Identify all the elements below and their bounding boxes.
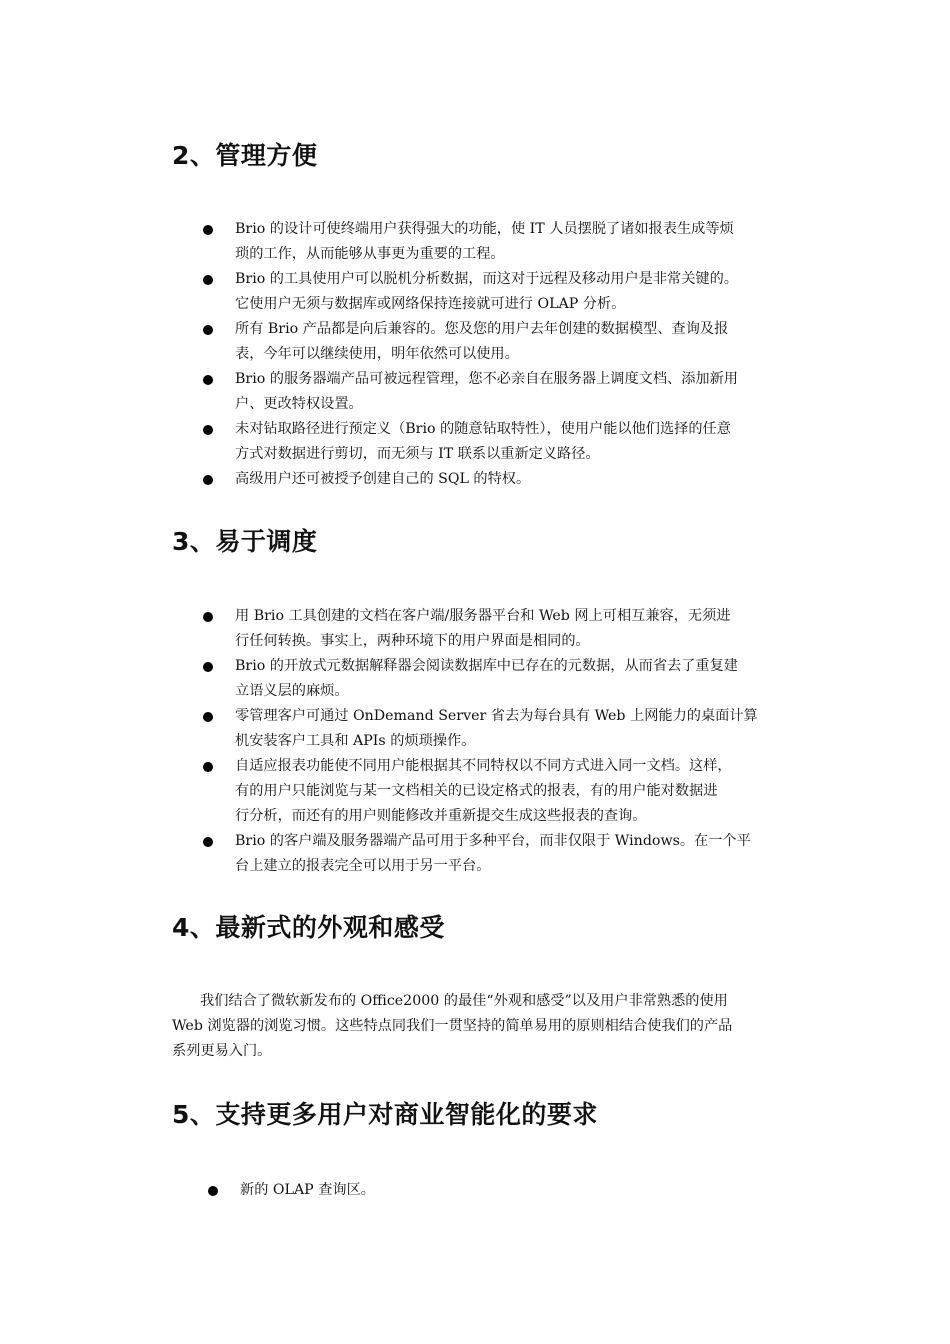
list-item: Brio 的开放式元数据解释器会阅读数据库中已存在的元数据，从而省去了重复建 立语义层的麻烦。 (200, 654, 840, 704)
bullet-icon (203, 425, 213, 435)
list-item: 自适应报表功能使不同用户能根据其不同特权以不同方式进入同一文档。这样， 有的用户只能浏览与某一文档相关的已设定格式的报表，有的用户能对数据进 行分析，而还有的用户则能修改并重新提交生成这些报表的查询。 (200, 754, 840, 829)
bullet-list (205, 1178, 845, 1203)
bullet-icon (203, 375, 213, 385)
section-heading: 2、管理方便 (172, 141, 318, 170)
section-heading: 5、支持更多用户对商业智能化的要求 (172, 1100, 598, 1129)
body-paragraph: 我们结合了微软新发布的 Office2000 的最佳“外观和感受”以及用户非常熟悉的使用 Web 浏览器的浏览习惯。这些特点同我们一贯坚持的简单易用的原则相结合使我们的产品 系列更易入门。 (172, 993, 733, 1059)
bullet-icon (203, 612, 213, 622)
section-heading: 4、最新式的外观和感受 (172, 913, 445, 942)
list-item: 零管理客户可通过 OnDemand Server 省去为每台具有 Web 上网能力的桌面计算 机安装客户工具和 APIs 的烦琐操作。 (200, 704, 840, 754)
list-item: Brio 的服务器端产品可被远程管理，您不必亲自在服务器上调度文档、添加新用 户、更改特权设置。 (200, 367, 840, 417)
list-item: Brio 的工具使用户可以脱机分析数据，而这对于远程及移动用户是非常关键的。 它使用户无须与数据库或网络保持连接就可进行 OLAP 分析。 (200, 267, 840, 317)
bullet-icon (203, 275, 213, 285)
bullet-icon (203, 837, 213, 847)
list-item: 所有 Brio 产品都是向后兼容的。您及您的用户去年创建的数据模型、查询及报 表，今年可以继续使用，明年依然可以使用。 (200, 317, 840, 367)
bullet-icon (203, 662, 213, 672)
list-item: 未对钻取路径进行预定义（Brio 的随意钻取特性），使用户能以他们选择的任意 方式对数据进行剪切，而无须与 IT 联系以重新定义路径。 (200, 417, 840, 467)
section-heading: 3、易于调度 (172, 527, 318, 556)
bullet-icon (203, 325, 213, 335)
bullet-icon (203, 762, 213, 772)
list-item: 新的 OLAP 查询区。 (205, 1178, 845, 1203)
list-item: 用 Brio 工具创建的文档在客户端/服务器平台和 Web 网上可相互兼容，无须进 行任何转换。事实上，两种环境下的用户界面是相同的。 (200, 604, 840, 654)
list-item: Brio 的设计可使终端用户获得强大的功能，使 IT 人员摆脱了诸如报表生成等烦 琐的工作，从而能够从事更为重要的工程。 (200, 217, 840, 267)
list-item: 高级用户还可被授予创建自己的 SQL 的特权。 (200, 467, 840, 492)
bullet-icon (208, 1186, 218, 1196)
list-item: Brio 的客户端及服务器端产品可用于多种平台，而非仅限于 Windows。在一个平 台上建立的报表完全可以用于另一平台。 (200, 829, 840, 879)
bullet-list (200, 217, 840, 492)
bullet-icon (203, 712, 213, 722)
bullet-icon (203, 225, 213, 235)
bullet-icon (203, 475, 213, 485)
bullet-list (200, 604, 840, 879)
